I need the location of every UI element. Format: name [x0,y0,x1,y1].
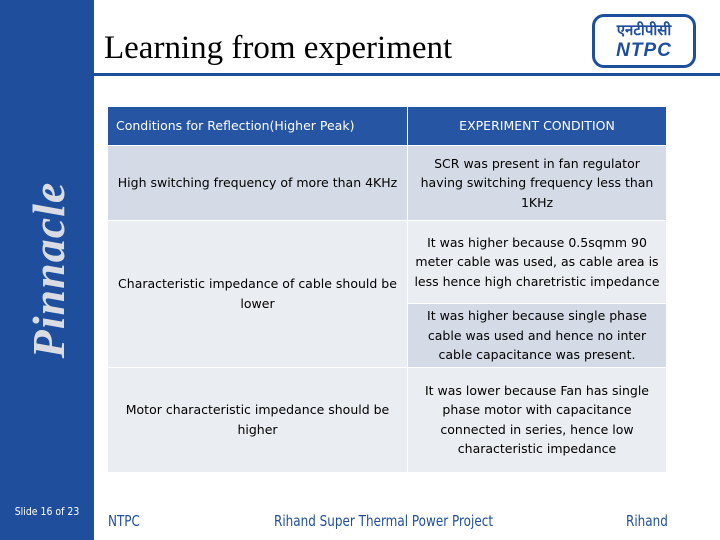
experiment-cell: It was lower because Fan has single phase motor with capacitance connected in series, hence low characteristic impedance [408,367,667,472]
footer-left: NTPC [108,512,140,530]
footer-right: Rihand [626,512,668,530]
experiment-cell: It was higher because single phase cable was used and hence no inter cable capacitance was present. [408,304,667,368]
conditions-table [107,106,667,473]
condition-cell: Motor characteristic impedance should be higher [108,367,408,472]
sidebar [0,0,94,540]
table-header-row [108,107,667,146]
page-title: Learning from experiment [104,30,453,66]
table-row [108,221,667,304]
column-header-experiment: EXPERIMENT CONDITION [408,107,667,146]
condition-cell: High switching frequency of more than 4KHz [108,146,408,221]
footer-center: Rihand Super Thermal Power Project [274,512,494,530]
condition-cell: Characteristic impedance of cable should be lower [108,221,408,368]
ntpc-logo [592,14,696,68]
logo-english-text: NTPC [616,40,672,61]
logo-hindi-text: एनटीपीसी [616,21,672,39]
table-row [108,146,667,221]
brand-logo-text: Pinnacle [23,181,74,359]
table-row [108,367,667,472]
slide-number: Slide 16 of 23 [14,505,80,518]
title-divider [94,73,720,76]
experiment-cell: SCR was present in fan regulator having switching frequency less than 1KHz [408,146,667,221]
column-header-conditions: Conditions for Reflection(Higher Peak) [108,107,408,146]
experiment-cell: It was higher because 0.5sqmm 90 meter cable was used, as cable area is less hence high charetristic impedance [408,221,667,304]
